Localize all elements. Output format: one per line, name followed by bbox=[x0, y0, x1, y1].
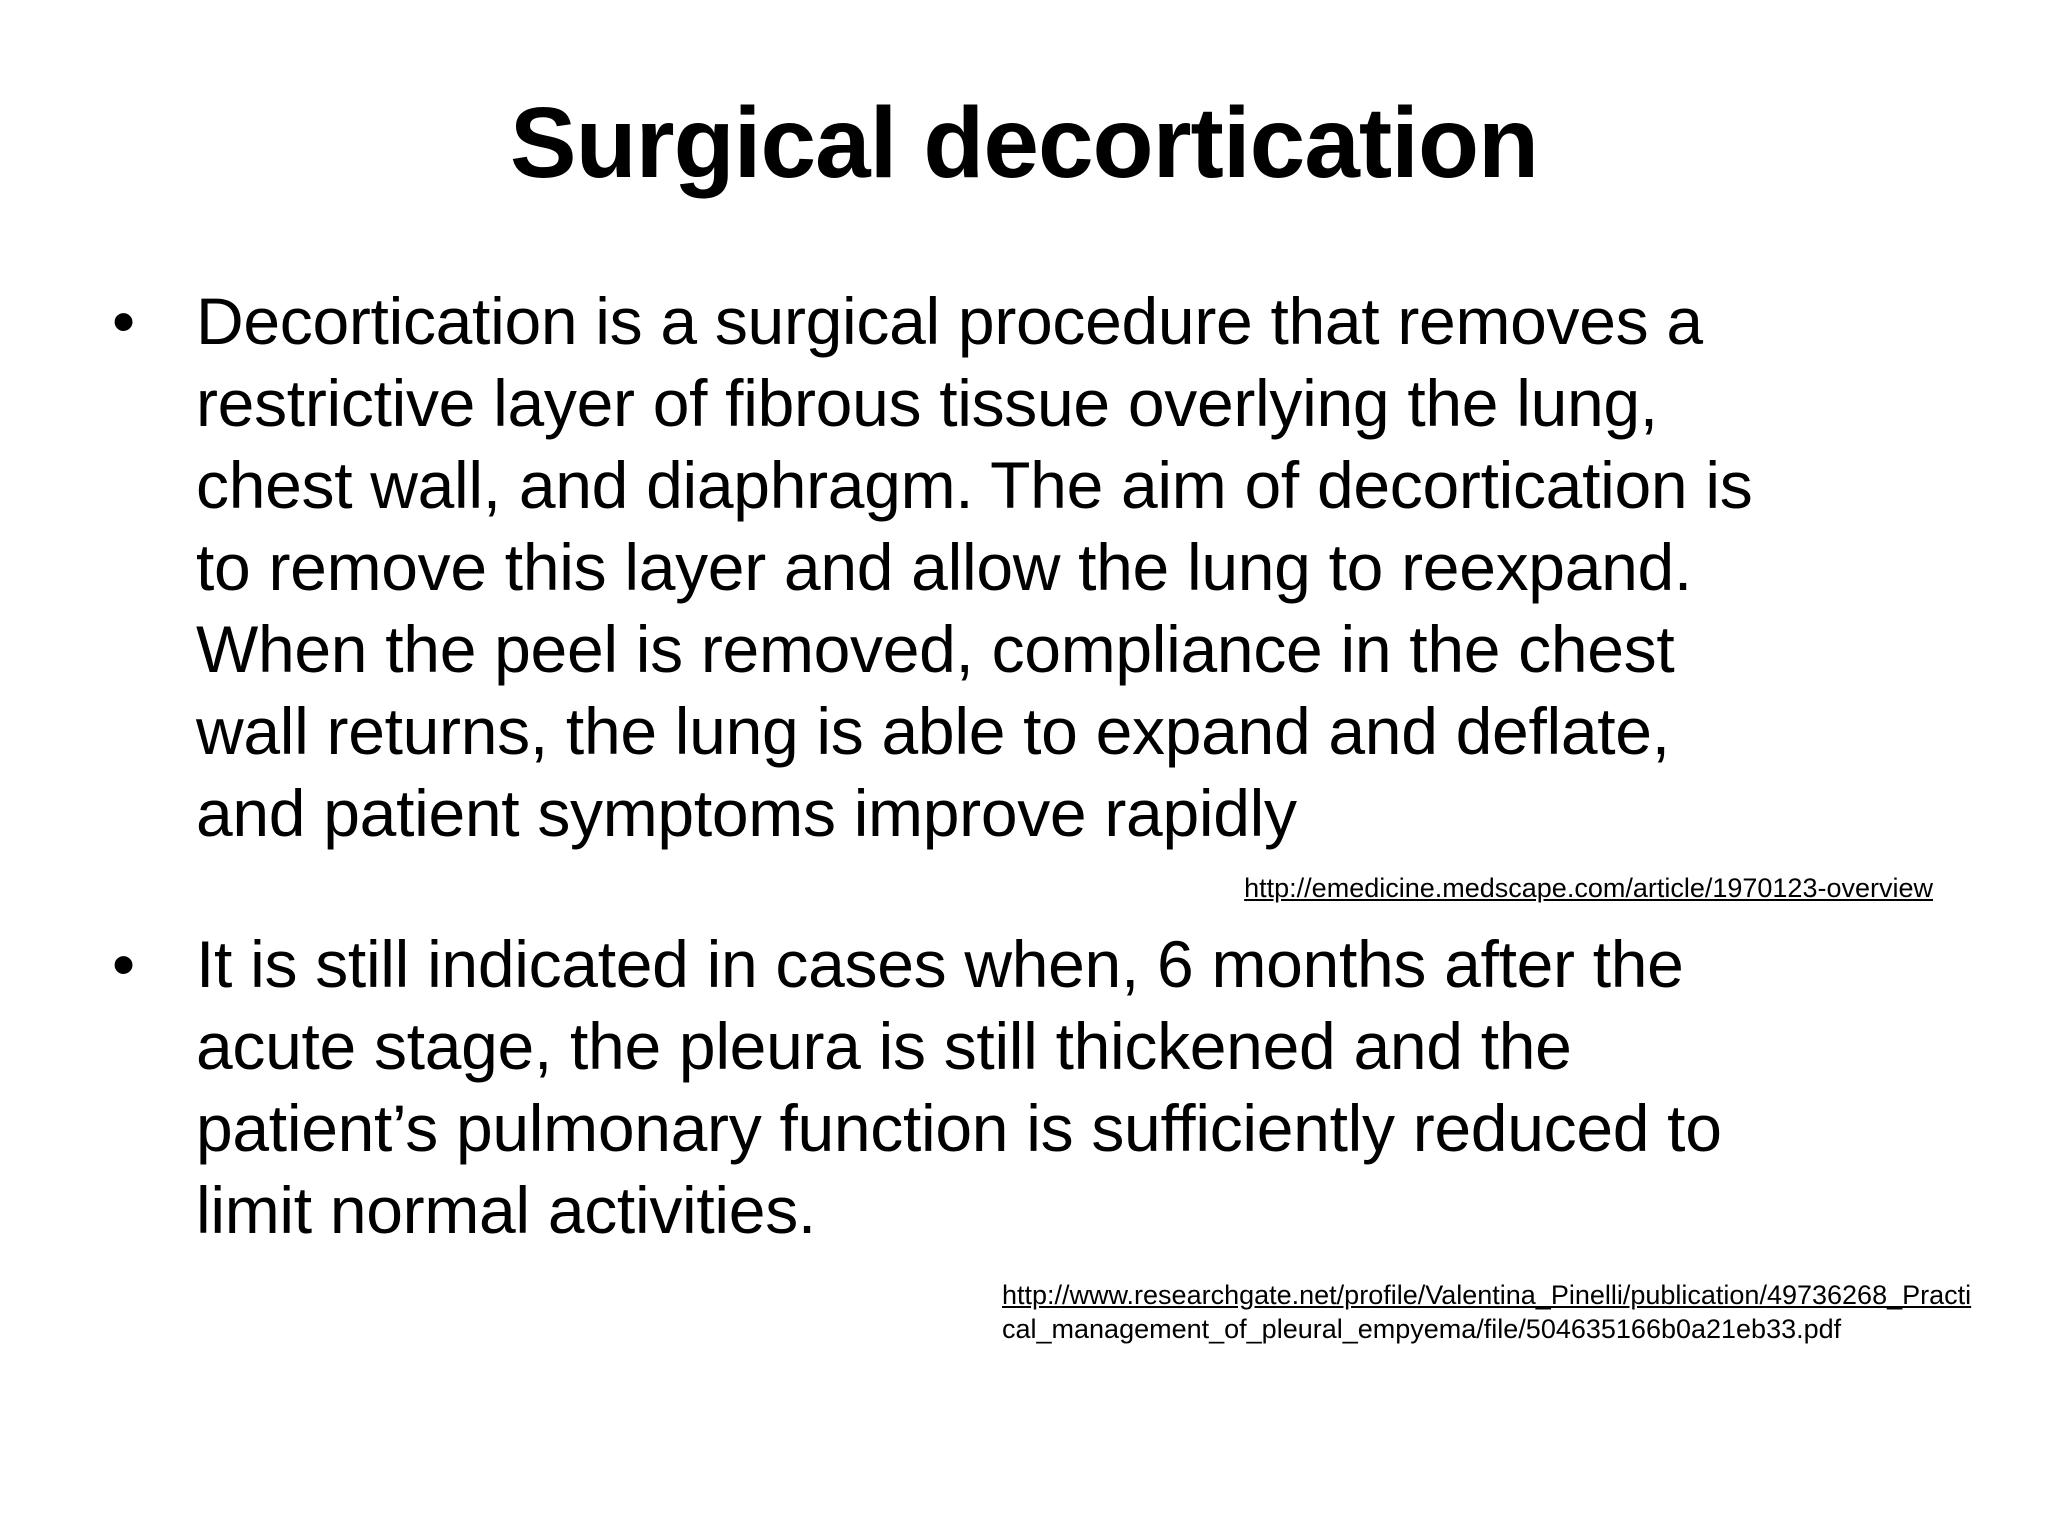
bullet-text: It is still indicated in cases when, 6 months after the acute stage, the pleura is still thickened and the patient’s pulmonary function is sufficiently reduced to limit normal activities. bbox=[196, 927, 1722, 1247]
bullet-item bbox=[112, 923, 2032, 1263]
source-citation bbox=[1002, 1278, 1992, 1346]
source-link[interactable]: http://emedicine.medscape.com/article/1970123-overview bbox=[1244, 873, 1933, 903]
source-link[interactable]: http://www.researchgate.net/profile/Valentina_Pinelli/publication/49736268_Practi bbox=[1002, 1280, 1972, 1310]
bullet-item bbox=[112, 280, 2032, 860]
bullet-dot-icon: • bbox=[112, 927, 135, 1001]
source-link-continuation: cal_management_of_pleural_empyema/file/504635166b0a21eb33.pdf bbox=[1002, 1314, 1842, 1344]
bullet-dot-icon: • bbox=[112, 284, 135, 358]
bullet-text: Decortication is a surgical procedure that removes a restrictive layer of fibrous tissue overlying the lung, chest wall, and diaphragm. The aim of decortication is to remove this layer and allow the lung to reexpand. When the peel is removed, compliance in the chest wall returns, the lung is able to expand and deflate, and patient symptoms improve rapidly bbox=[196, 284, 1753, 850]
source-citation bbox=[1244, 871, 1933, 905]
slide-title: Surgical decortication bbox=[509, 87, 1539, 199]
